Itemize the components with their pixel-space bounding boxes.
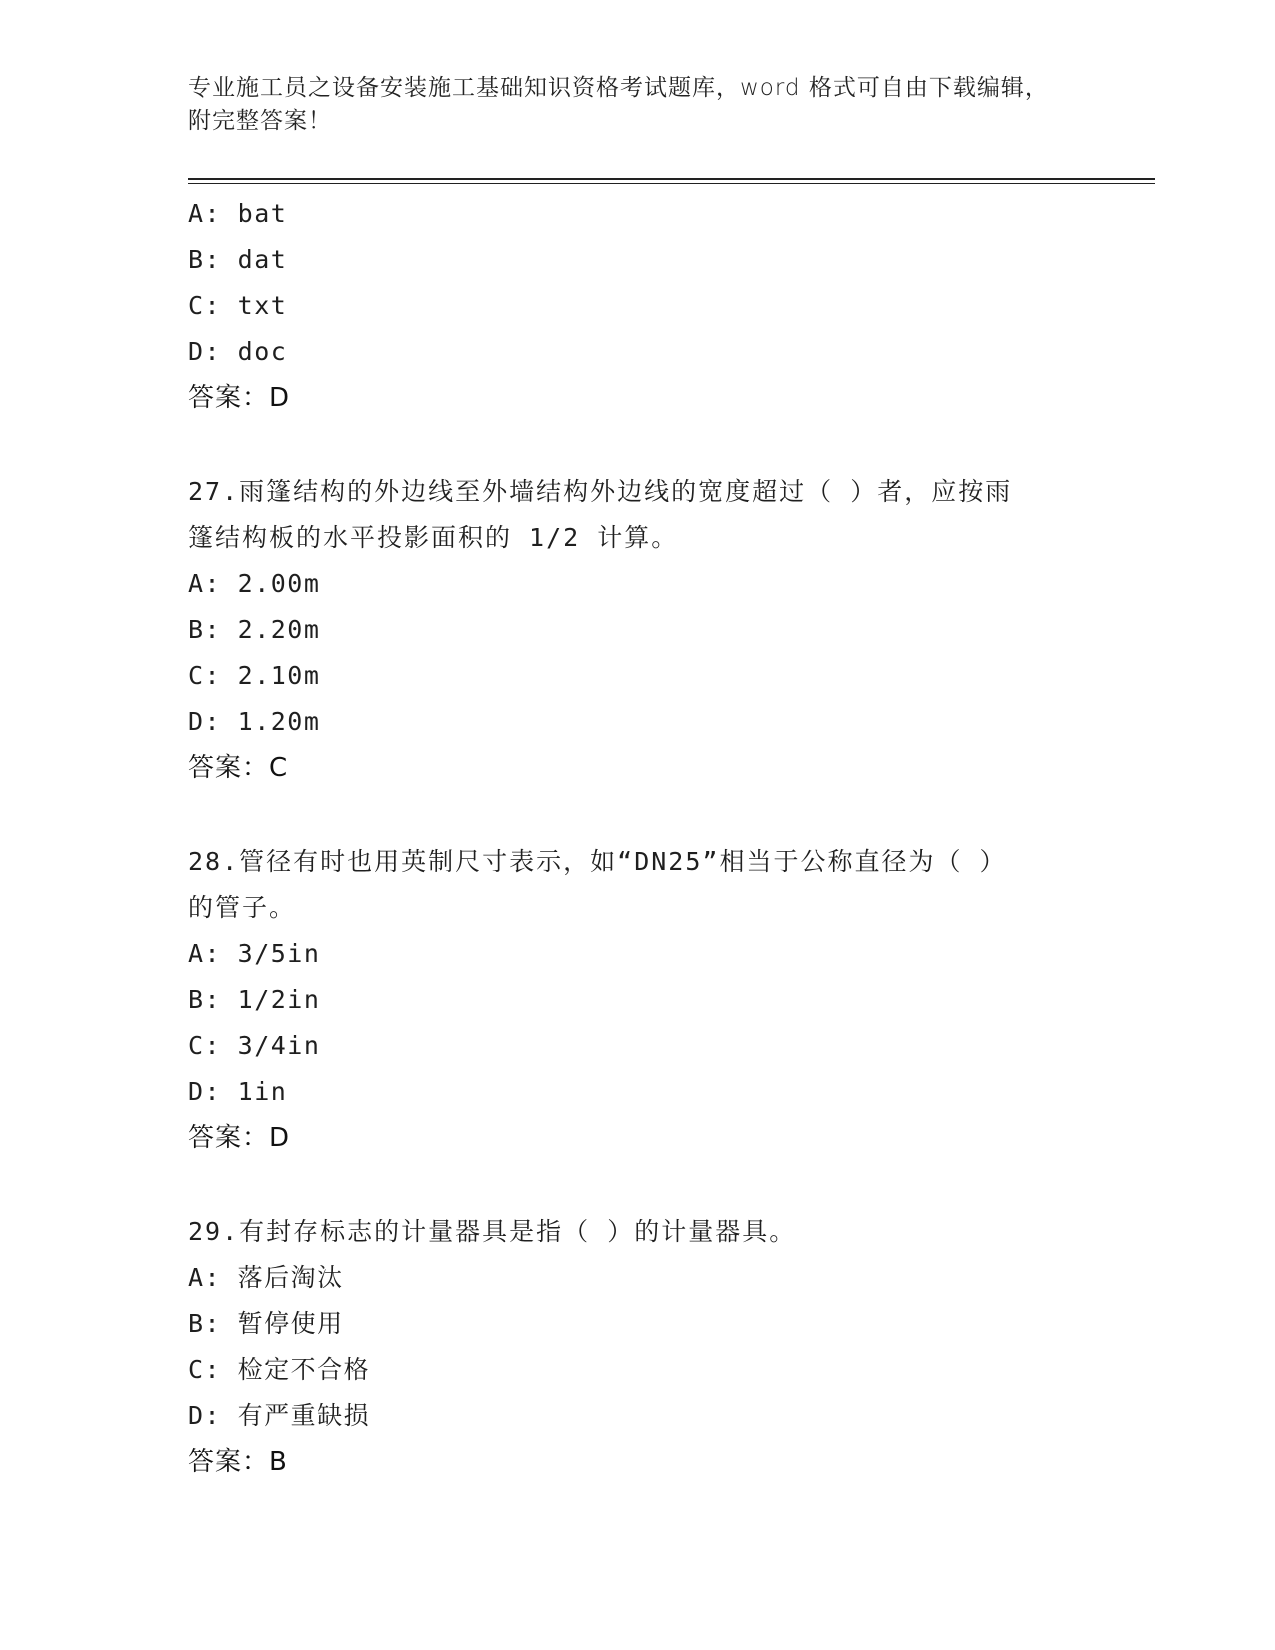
option-a: A: bat xyxy=(188,199,288,228)
header-divider-thick xyxy=(188,178,1155,180)
question-29 xyxy=(188,1209,1088,1485)
option-d: D: 1in xyxy=(188,1077,288,1106)
option-c: C: 2.10m xyxy=(188,661,321,690)
question-stem-line-2: 的管子。 xyxy=(188,893,297,922)
option-c: C: 3/4in xyxy=(188,1031,321,1060)
option-a: A: 落后淘汰 xyxy=(188,1263,344,1292)
option-c: C: 检定不合格 xyxy=(188,1355,371,1384)
answer: 答案：D xyxy=(188,1123,291,1153)
document-header xyxy=(188,72,1088,138)
option-a: A: 2.00m xyxy=(188,569,321,598)
option-a: A: 3/5in xyxy=(188,939,321,968)
option-d: D: 1.20m xyxy=(188,707,321,736)
question-27 xyxy=(188,469,1088,791)
option-d: D: 有严重缺损 xyxy=(188,1401,371,1430)
option-b: B: 2.20m xyxy=(188,615,321,644)
header-line-1: 专业施工员之设备安装施工基础知识资格考试题库，word 格式可自由下载编辑， xyxy=(188,75,1049,101)
question-stem xyxy=(188,1209,1068,1255)
question-stem-line-1: 27.雨篷结构的外边线至外墙结构外边线的宽度超过（ ）者，应按雨 xyxy=(188,477,1013,506)
option-d: D: doc xyxy=(188,337,288,366)
question-stem-line-2: 篷结构板的水平投影面积的 1/2 计算。 xyxy=(188,523,679,552)
option-b: B: dat xyxy=(188,245,288,274)
option-c: C: txt xyxy=(188,291,288,320)
question-list xyxy=(188,191,1088,1485)
question-stem-line-1: 28.管径有时也用英制尺寸表示，如“DN25”相当于公称直径为（ ） xyxy=(188,847,1007,876)
answer: 答案：C xyxy=(188,753,289,783)
header-divider-thin xyxy=(188,183,1155,184)
question-stem xyxy=(188,469,1068,561)
answer: 答案：D xyxy=(188,383,291,413)
option-b: B: 1/2in xyxy=(188,985,321,1014)
question-stem xyxy=(188,839,1068,931)
question-stem-line-1: 29.有封存标志的计量器具是指（ ）的计量器具。 xyxy=(188,1217,797,1246)
answer: 答案：B xyxy=(188,1447,288,1477)
option-b: B: 暂停使用 xyxy=(188,1309,344,1338)
question-26 xyxy=(188,191,1088,421)
question-28 xyxy=(188,839,1088,1161)
header-line-2: 附完整答案！ xyxy=(188,108,332,134)
